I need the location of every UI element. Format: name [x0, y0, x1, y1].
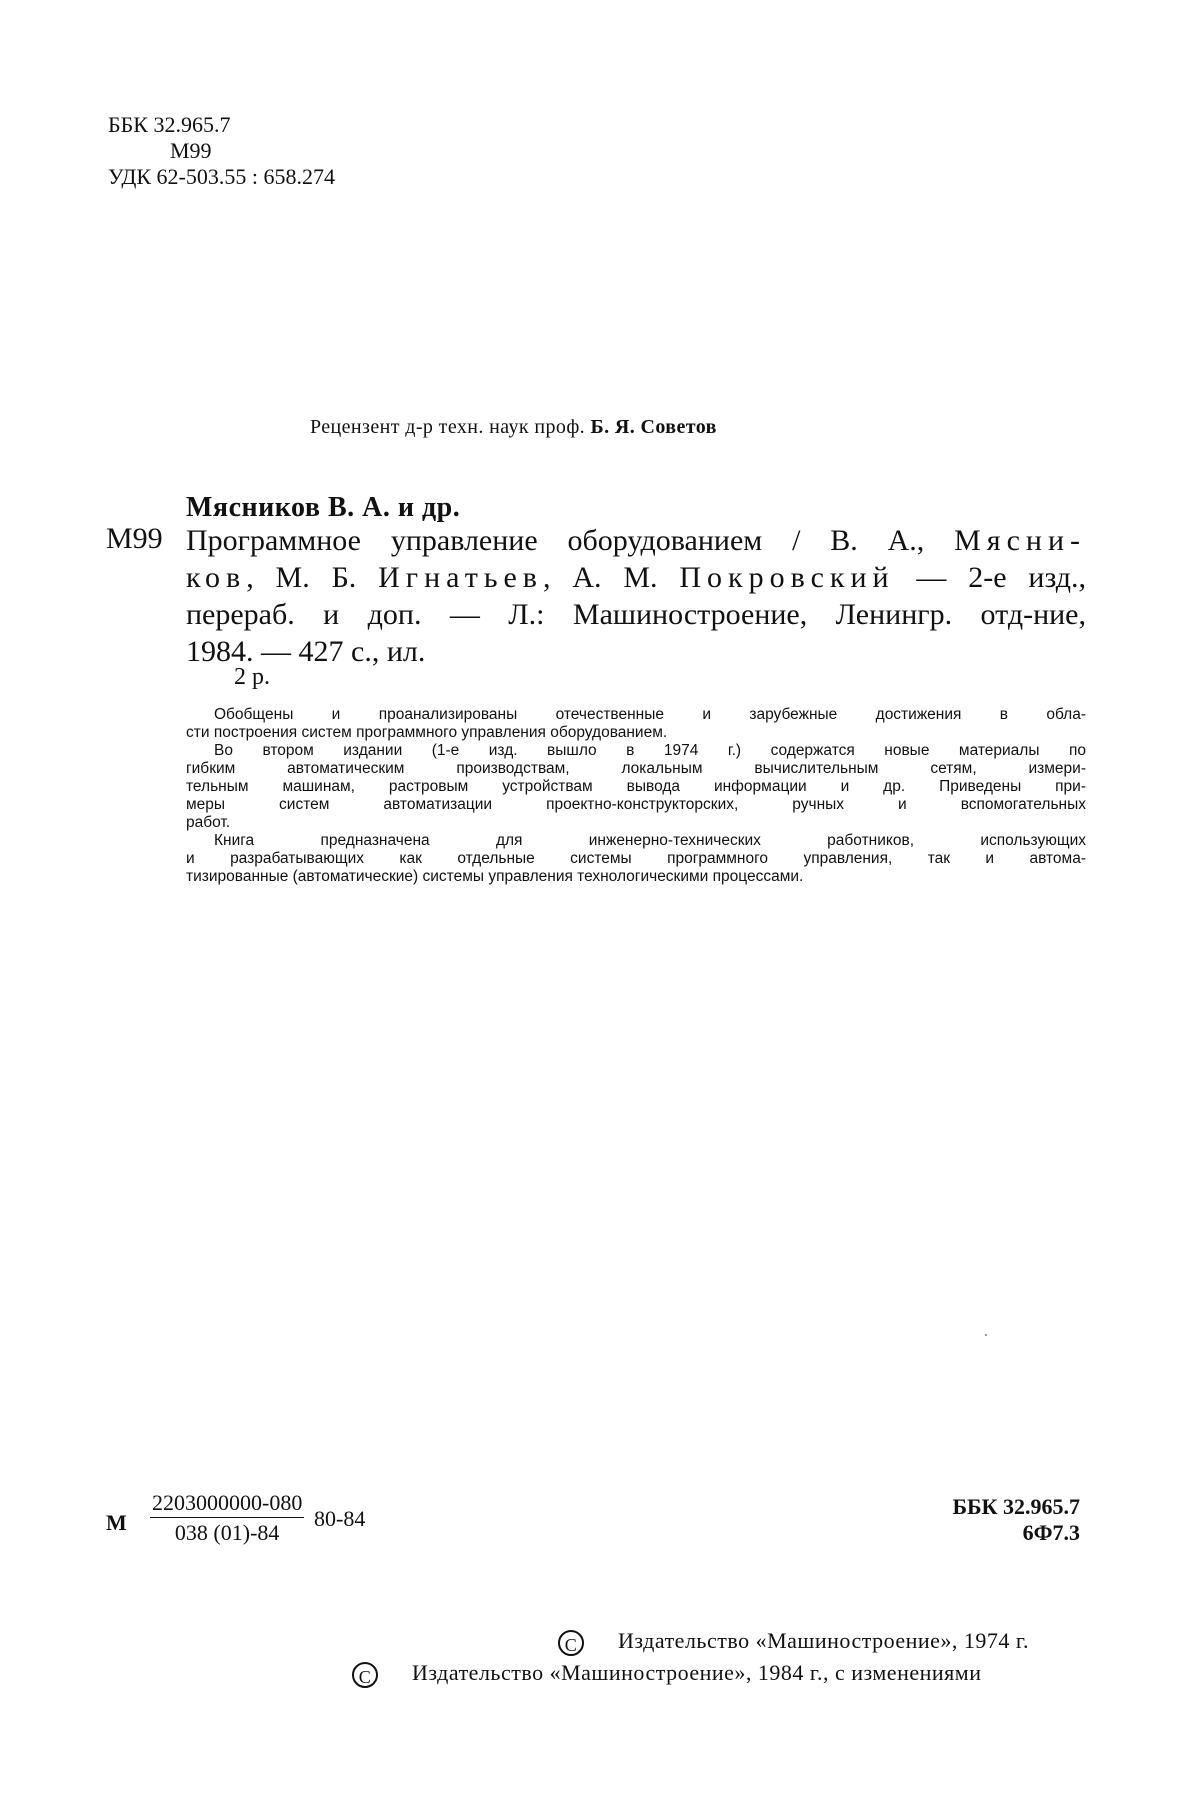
fraction-numerator: 2203000000-080 [150, 1490, 304, 1518]
annotation [186, 706, 1086, 886]
bib-title: Программное управление оборудованием / В. А., [186, 524, 955, 557]
annotation-line: гибким автоматическим производствам, локальным вычислительным сетям, измери- [186, 760, 1086, 777]
publishing-index-suffix: 80-84 [314, 1506, 366, 1531]
reviewer-line [310, 416, 717, 439]
page-speck [985, 1334, 987, 1336]
author-heading: Мясников В. А. и др. [186, 492, 461, 523]
annotation-paragraph-3 [186, 832, 1086, 886]
annotation-line: тизированные (автоматические) системы управления технологическими процессами. [186, 868, 804, 885]
annotation-line: тельным машинам, растровым устройствам вывода информации и др. Приведены при- [186, 778, 1086, 795]
bbk-index-right [900, 1494, 1080, 1546]
annotation-paragraph-2 [186, 742, 1086, 832]
bbk-right-code: ББК 32.965.7 [952, 1494, 1080, 1519]
bbk-code: ББК 32.965.7 [108, 112, 231, 137]
annotation-line: и разрабатывающих как отдельные системы программного управления, так и автома- [186, 850, 1086, 867]
copyright-text-1: Издательство «Машиностроение», 1974 г. [618, 1628, 1029, 1653]
book-price: 2 р. [234, 664, 270, 690]
reviewer-name: Б. Я. Советов [590, 416, 717, 438]
bib-line-2 [186, 559, 1086, 596]
copyright-line-2 [352, 1660, 981, 1688]
annotation-line: меры систем автоматизации проектно-конструкторских, ручных и вспомогательных [186, 796, 1086, 813]
bib-author-1-end: ков [186, 561, 247, 594]
bib-author-2: Игнатьев [378, 561, 543, 594]
publishing-index-fraction [150, 1490, 304, 1546]
bib-line-4: 1984. — 427 с., ил. [186, 635, 426, 668]
bib-author-3: Покровский [679, 561, 895, 594]
copyright-icon: С [352, 1662, 378, 1688]
udk-code: УДК 62-503.55 : 658.274 [108, 164, 335, 189]
author-mark-code: М99 [170, 138, 212, 163]
copyright-icon: С [558, 1630, 584, 1656]
bib-line-1 [186, 522, 1086, 559]
annotation-line: работ. [186, 814, 231, 831]
fraction-denominator: 038 (01)-84 [174, 1520, 280, 1545]
bibliographic-description [186, 522, 1086, 670]
bib-initials-3: , А. М. [542, 561, 680, 594]
bib-edition: — 2-е изд., [894, 561, 1087, 594]
reviewer-prefix: Рецензент д-р техн. наук проф. [310, 416, 586, 438]
copyright-line-1 [558, 1628, 1029, 1656]
bib-author-1-part: Мясни- [954, 524, 1086, 557]
annotation-paragraph-1 [186, 706, 1086, 742]
publishing-index-letter: М [106, 1510, 127, 1535]
bbk-right-index: 6Ф7.3 [1022, 1520, 1080, 1545]
annotation-line: Во втором издании (1-е изд. вышло в 1974 г.) содержатся новые материалы по [214, 742, 1086, 759]
bib-line-3: перераб. и доп. — Л.: Машиностроение, Ленингр. отд-ние, [186, 598, 1086, 631]
copyright-text-2: Издательство «Машиностроение», 1984 г., с изменениями [412, 1660, 982, 1685]
book-code: М99 [106, 522, 163, 555]
bib-initials-2: , М. Б. [246, 561, 379, 594]
annotation-line: Книга предназначена для инженерно-технических работников, использующих [214, 832, 1086, 849]
annotation-line: Обобщены и проанализированы отечественные и зарубежные достижения в обла- [214, 706, 1086, 723]
annotation-line: сти построения систем программного управления оборудованием. [186, 724, 668, 741]
